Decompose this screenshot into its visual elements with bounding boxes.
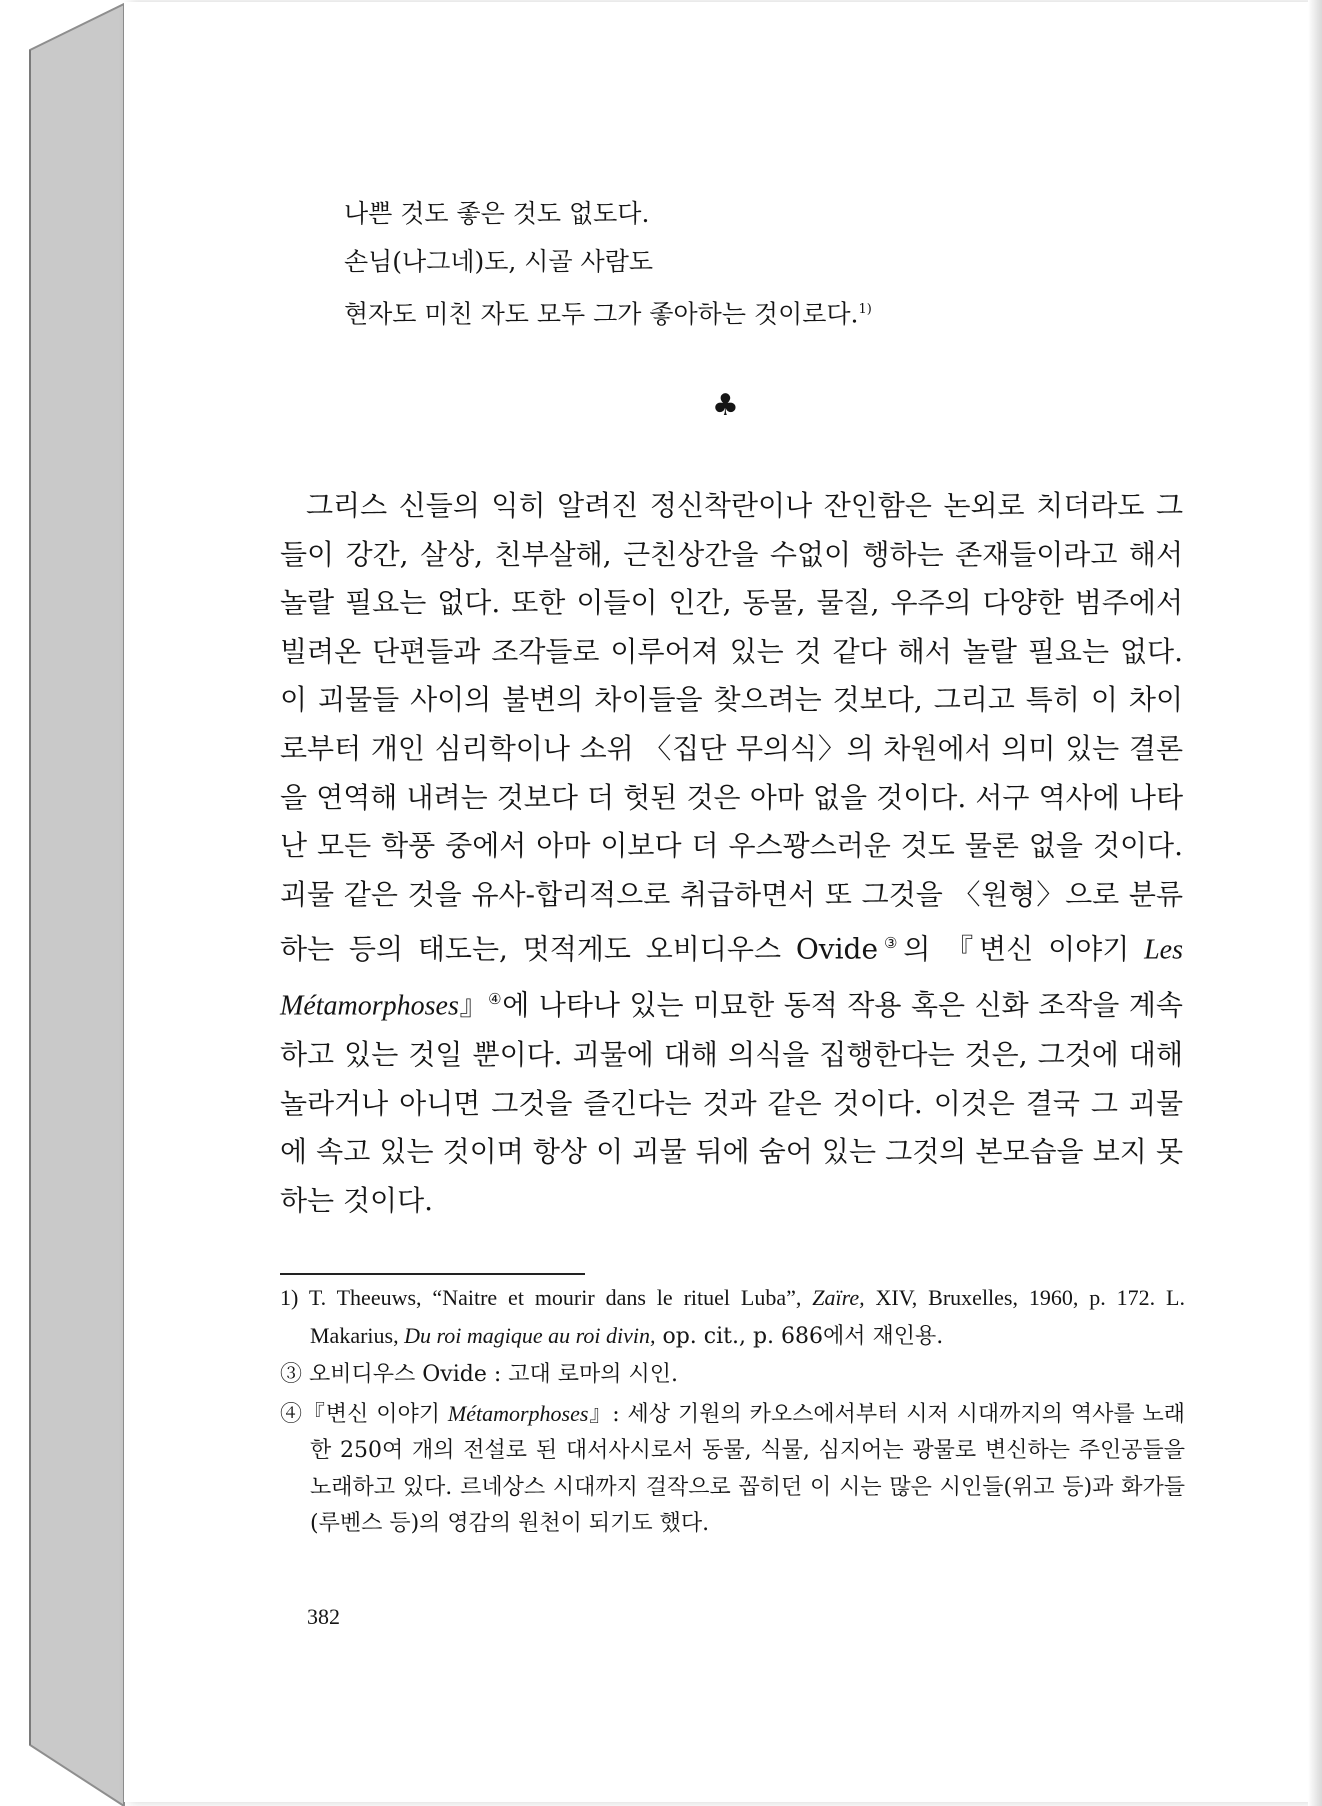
footnote-4 [280,1396,1185,1543]
footnote-italic: Du roi magique au roi divin, [404,1322,656,1348]
footnote-ref-4: ④ [488,990,503,1009]
footnote-text: op. cit., p. 686에서 재인용. [655,1323,944,1349]
footnote-3 [280,1357,1185,1394]
footnote-italic: Zaïre, [812,1285,865,1310]
book-spine [0,0,140,1806]
book-title-latin: Les Métamorphoses [280,934,1183,1022]
verse-line: 나쁜 것도 좋은 것도 없도다. [344,199,650,228]
verse-line [344,286,1104,338]
verse-block [344,190,1104,338]
club-ornament-icon: ♣ [712,388,739,423]
body-text-part: 의 『변신 이야기 [903,932,1145,966]
footnote-marker: 1) [280,1285,299,1310]
body-text-part: 에 나타나 있는 미묘한 동적 작용 혹은 신화 조작을 계속하고 있는 것일 뿐이다. 괴물에 대해 의식을 집행한다는 것은, 그것에 대해 놀라거나 아니면 그것을 즐긴다는 것과 같은 것이다. 이것은 결국 그 괴물에 속고 있는 것이며 항상 이 괴물 뒤에 숨어 있는 그것의 본모습을 보지 못하는 것이다. [280,988,1183,1217]
footnote-rule [280,1273,585,1275]
footnotes [280,1280,1185,1545]
verse-line: 손님(나그네)도, 시골 사람도 [344,247,653,276]
footnote-1 [280,1280,1185,1355]
page-number: 382 [307,1604,340,1629]
footnote-text: XIV, Bruxelles, 1960, p. 172. L. Makarius, [310,1285,1185,1348]
page-edge [1308,0,1322,1806]
footnote-marker: ④ [280,1401,303,1427]
footnote-marker: ③ [280,1362,303,1387]
footnote-text: 오비디우스 Ovide : 고대 로마의 시인. [302,1362,679,1387]
body-text-part: 』 [458,988,489,1022]
verse-line-text: 현자도 미친 자도 모두 그가 좋아하는 것이로다. [344,299,859,329]
footnote-italic: Métamorphoses [447,1400,589,1426]
body-paragraph [280,482,1183,1226]
footnote-text: 『변신 이야기 [302,1401,448,1427]
footnote-ref-3: ③ [878,934,904,953]
footnote-text: 』: 세상 기원의 카오스에서부터 시저 시대까지의 역사를 노래한 250여 개의 전설로 된 대서사시로서 동물, 식물, 심지어는 광물로 변신하는 주인공들을 노래하고 있다. 르네상스 시대까지 걸작으로 꼽히던 이 시는 많은 시인들(위고 등)과 화가들(루벤스 등)의 영감의 원천이 되기도 했다. [310,1401,1185,1536]
body-text-part: 그리스 신들의 익히 알려진 정신착란이나 잔인함은 논외로 치더라도 그들이 강간, 살상, 친부살해, 근친상간을 수없이 행하는 존재들이라고 해서 놀랄 필요는 없다. 또한 이들이 인간, 동물, 물질, 우주의 다양한 범주에서 빌려온 단편들과 조각들로 이루어져 있는 것 같다 해서 놀랄 필요는 없다. 이 괴물들 사이의 불변의 차이들을 찾으려는 것보다, 그리고 특히 이 차이로부터 개인 심리학이나 소위 〈집단 무의식〉의 차원에서 의미 있는 결론을 연역해 내려는 것보다 더 헛된 것은 아마 없을 것이다. 서구 역사에 나타난 모든 학풍 중에서 아마 이보다 더 우스꽝스러운 것도 물론 없을 것이다. 괴물 같은 것을 유사-합리적으로 취급하면서 또 그것을 〈원형〉으로 분류하는 등의 태도는, 멋적게도 오비디우스 Ovide [280,489,1183,966]
footnote-text: T. Theeuws, “Naitre et mourir dans le rituel Luba”, [298,1285,813,1310]
footnote-ref-1: 1) [858,302,872,317]
